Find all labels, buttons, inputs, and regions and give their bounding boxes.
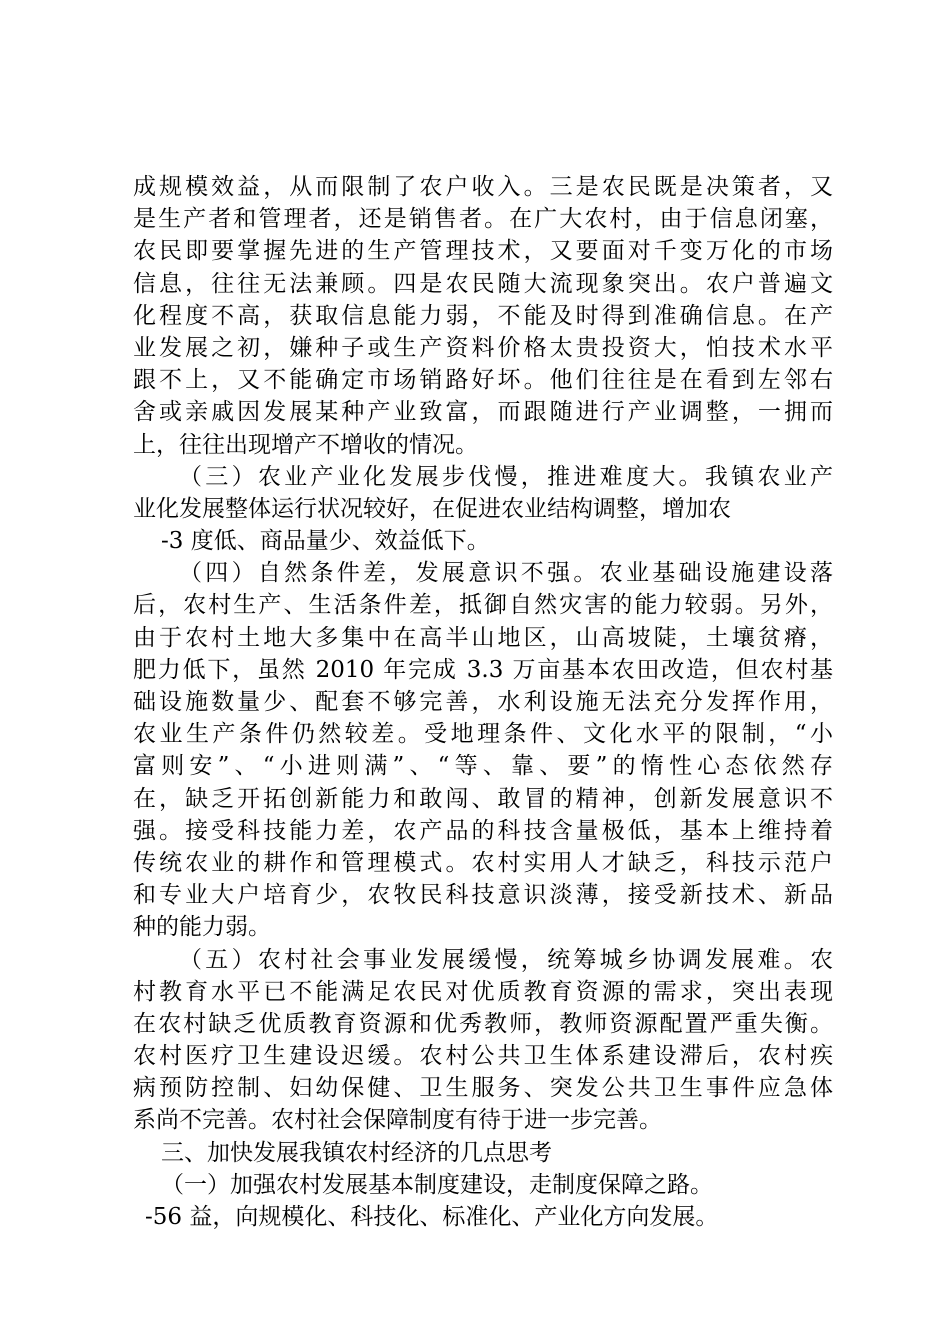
text-line: 系尚不完善。农村社会保障制度有待于进一步完善。 bbox=[133, 1107, 662, 1134]
page-fragment-line: -3 度低、商品量少、效益低下。 bbox=[161, 528, 490, 555]
text-line: 信息，往往无法兼顾。四是农民随大流现象突出。农户普遍文 bbox=[133, 270, 833, 297]
text-line: 传统农业的耕作和管理模式。农村实用人才缺乏，科技示范户 bbox=[133, 849, 833, 876]
chapter-heading: 三、加快发展我镇农村经济的几点思考 bbox=[161, 1139, 552, 1166]
section-heading-5: （五）农村社会事业发展缓慢，统筹城乡协调发展难。农 bbox=[179, 946, 833, 973]
section-heading-4: （四）自然条件差，发展意识不强。农业基础设施建设落 bbox=[179, 560, 833, 587]
page-fragment-line: -56 益，向规模化、科技化、标准化、产业化方向发展。 bbox=[145, 1204, 719, 1230]
text-line: 在，缺乏开拓创新能力和敢闯、敢冒的精神，创新发展意识不 bbox=[133, 785, 833, 812]
text-line: 业发展之初，嫌种子或生产资料价格太贵投资大，怕技术水平 bbox=[133, 334, 833, 361]
text-line: 由于农村土地大多集中在高半山地区，山高坡陡，土壤贫瘠， bbox=[133, 624, 833, 651]
text-line: 化程度不高，获取信息能力弱，不能及时得到准确信息。在产 bbox=[133, 302, 833, 329]
section-heading-3: （三）农业产业化发展步伐慢，推进难度大。我镇农业产 bbox=[179, 463, 833, 490]
text-line: 是生产者和管理者，还是销售者。在广大农村，由于信息闭塞， bbox=[133, 206, 833, 233]
text-line: 上，往往出现增产不增收的情况。 bbox=[133, 431, 478, 458]
text-line: 病预防控制、妇幼保健、卫生服务、突发公共卫生事件应急体 bbox=[133, 1075, 833, 1102]
text-line: 农村医疗卫生建设迟缓。农村公共卫生体系建设滞后，农村疾 bbox=[133, 1043, 833, 1070]
subsection-heading-1: （一）加强农村发展基本制度建设，走制度保障之路。 bbox=[161, 1171, 713, 1198]
text-line: 和专业大户培育少，农牧民科技意识淡薄，接受新技术、新品 bbox=[133, 882, 833, 909]
text-line: 础设施数量少、配套不够完善，水利设施无法充分发挥作用， bbox=[133, 689, 833, 715]
text-line: 农业生产条件仍然较差。受地理条件、文化水平的限制，“小 bbox=[133, 721, 833, 748]
text-line: 村教育水平已不能满足农民对优质教育资源的需求，突出表现 bbox=[133, 978, 833, 1005]
text-line: 强。接受科技能力差，农产品的科技含量极低，基本上维持着 bbox=[133, 817, 833, 844]
text-line: 在农村缺乏优质教育资源和优秀教师，教师资源配置严重失衡。 bbox=[133, 1010, 833, 1037]
text-line: 业化发展整体运行状况较好，在促进农业结构调整，增加农 bbox=[133, 495, 731, 522]
text-line: 肥力低下，虽然 2010 年完成 3.3 万亩基本农田改造，但农村基 bbox=[133, 656, 833, 683]
text-line: 跟不上，又不能确定市场销路好坏。他们往往是在看到左邻右 bbox=[133, 367, 833, 394]
text-line: 后，农村生产、生活条件差，抵御自然灾害的能力较弱。另外， bbox=[133, 592, 833, 619]
text-line: 舍或亲戚因发展某种产业致富，而跟随进行产业调整，一拥而 bbox=[133, 399, 833, 426]
text-line: 农民即要掌握先进的生产管理技术，又要面对千变万化的市场 bbox=[133, 238, 833, 265]
text-line: 富则安”、“小进则满”、“等、靠、要”的惰性心态依然存 bbox=[133, 753, 833, 780]
text-line: 成规模效益，从而限制了农户收入。三是农民既是决策者，又 bbox=[133, 174, 833, 200]
document-body bbox=[133, 171, 833, 1233]
text-line: 种的能力弱。 bbox=[133, 914, 271, 941]
